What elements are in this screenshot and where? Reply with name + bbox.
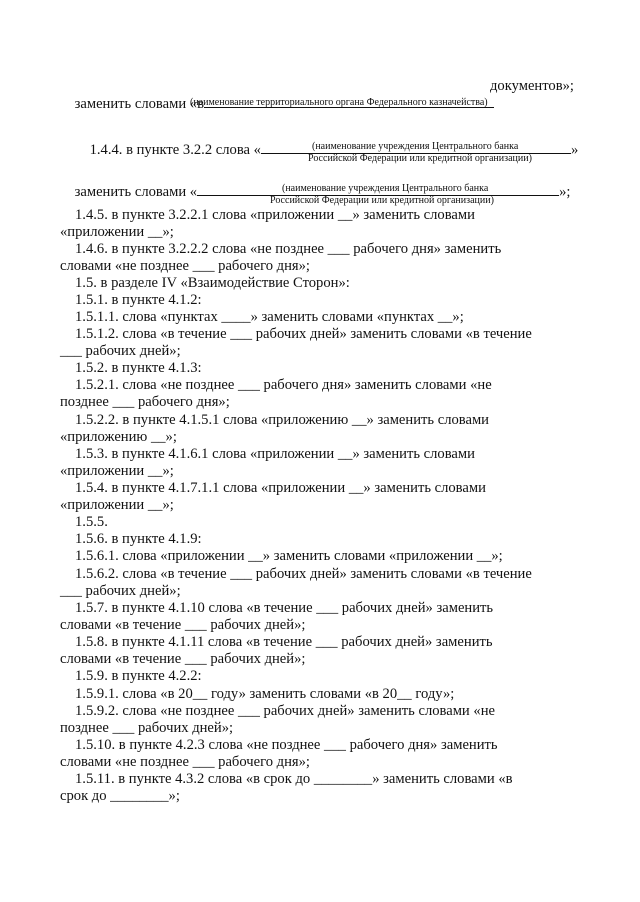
clause-1-5-2-2-cont: «приложению __»;	[60, 429, 177, 445]
clause-1-5-7-cont: словами «в течение ___ рабочих дней»;	[60, 617, 306, 633]
footnote-label: (наименование территориального органа Федерального казначейства)	[190, 97, 488, 108]
line-text: заменить словами «	[74, 184, 198, 200]
clause-1-5-7: 1.5.7. в пункте 4.1.10 слова «в течение ___ рабочих дней» заменить	[75, 600, 494, 616]
line-end-text: »;	[559, 184, 571, 200]
clause-1-4-5: 1.4.5. в пункте 3.2.2.1 слова «приложении __» заменить словами	[75, 207, 475, 223]
clause-1-5-9: 1.5.9. в пункте 4.2.2:	[75, 668, 202, 684]
clause-1-5-6-2: 1.5.6.2. слова «в течение ___ рабочих дней» заменить словами «в течение	[75, 566, 532, 582]
clause-1-4-5-cont: «приложении __»;	[60, 224, 174, 240]
clause-1-5-5: 1.5.5.	[75, 514, 108, 530]
line-text: заменить словами «в	[74, 96, 204, 112]
clause-1-5-4-cont: «приложении __»;	[60, 497, 174, 513]
clause-1-5-6-1: 1.5.6.1. слова «приложении __» заменить словами «приложении __»;	[75, 548, 503, 564]
clause-1-5-9-2: 1.5.9.2. слова «не позднее ___ рабочих дней» заменить словами «не	[75, 703, 495, 719]
clause-1-5-2-1-cont: позднее ___ рабочего дня»;	[60, 394, 230, 410]
footnote-label: (наименование учреждения Центрального банка	[312, 141, 519, 152]
clause-1-5-3-cont: «приложении __»;	[60, 463, 174, 479]
footnote-label: Российской Федерации или кредитной организации)	[308, 153, 532, 164]
line-end-text: »	[570, 142, 579, 158]
clause-1-5: 1.5. в разделе IV «Взаимодействие Сторон»:	[75, 275, 350, 291]
clause-1-5-4: 1.5.4. в пункте 4.1.7.1.1 слова «приложении __» заменить словами	[75, 480, 486, 496]
clause-1-5-10-cont: словами «не позднее ___ рабочего дня»;	[60, 754, 310, 770]
clause-1-5-11: 1.5.11. в пункте 4.3.2 слова «в срок до ________» заменить словами «в	[75, 771, 513, 787]
clause-1-5-9-1: 1.5.9.1. слова «в 20__ году» заменить словами «в 20__ году»;	[75, 686, 455, 702]
clause-1-5-6-2-cont: ___ рабочих дней»;	[60, 583, 181, 599]
line-text: 1.4.4. в пункте 3.2.2 слова «	[89, 142, 261, 158]
clause-1-5-1-2-cont: ___ рабочих дней»;	[60, 343, 181, 359]
clause-1-4-6-cont: словами «не позднее ___ рабочего дня»;	[60, 258, 310, 274]
clause-1-5-2: 1.5.2. в пункте 4.1.3:	[75, 360, 202, 376]
clause-1-5-6: 1.5.6. в пункте 4.1.9:	[75, 531, 202, 547]
clause-1-5-1-1: 1.5.1.1. слова «пунктах ____» заменить словами «пунктах __»;	[75, 309, 464, 325]
clause-1-5-2-2: 1.5.2.2. в пункте 4.1.5.1 слова «приложению __» заменить словами	[75, 412, 489, 428]
clause-1-5-11-cont: срок до ________»;	[60, 788, 180, 804]
footnote-label: Российской Федерации или кредитной организации)	[270, 195, 494, 206]
clause-1-5-8: 1.5.8. в пункте 4.1.11 слова «в течение ___ рабочих дней» заменить	[75, 634, 493, 650]
clause-1-5-10: 1.5.10. в пункте 4.2.3 слова «не позднее ___ рабочего дня» заменить	[75, 737, 498, 753]
line-end-text: документов»;	[490, 78, 574, 94]
footnote-label: (наименование учреждения Центрального банка	[282, 183, 489, 194]
clause-1-5-2-1: 1.5.2.1. слова «не позднее ___ рабочего дня» заменить словами «не	[75, 377, 492, 393]
clause-1-5-1-2: 1.5.1.2. слова «в течение ___ рабочих дней» заменить словами «в течение	[75, 326, 532, 342]
clause-1-5-9-2-cont: позднее ___ рабочих дней»;	[60, 720, 234, 736]
clause-1-5-8-cont: словами «в течение ___ рабочих дней»;	[60, 651, 306, 667]
clause-1-5-3: 1.5.3. в пункте 4.1.6.1 слова «приложении __» заменить словами	[75, 446, 475, 462]
clause-1-4-6: 1.4.6. в пункте 3.2.2.2 слова «не позднее ___ рабочего дня» заменить	[75, 241, 502, 257]
clause-1-5-1: 1.5.1. в пункте 4.1.2:	[75, 292, 202, 308]
